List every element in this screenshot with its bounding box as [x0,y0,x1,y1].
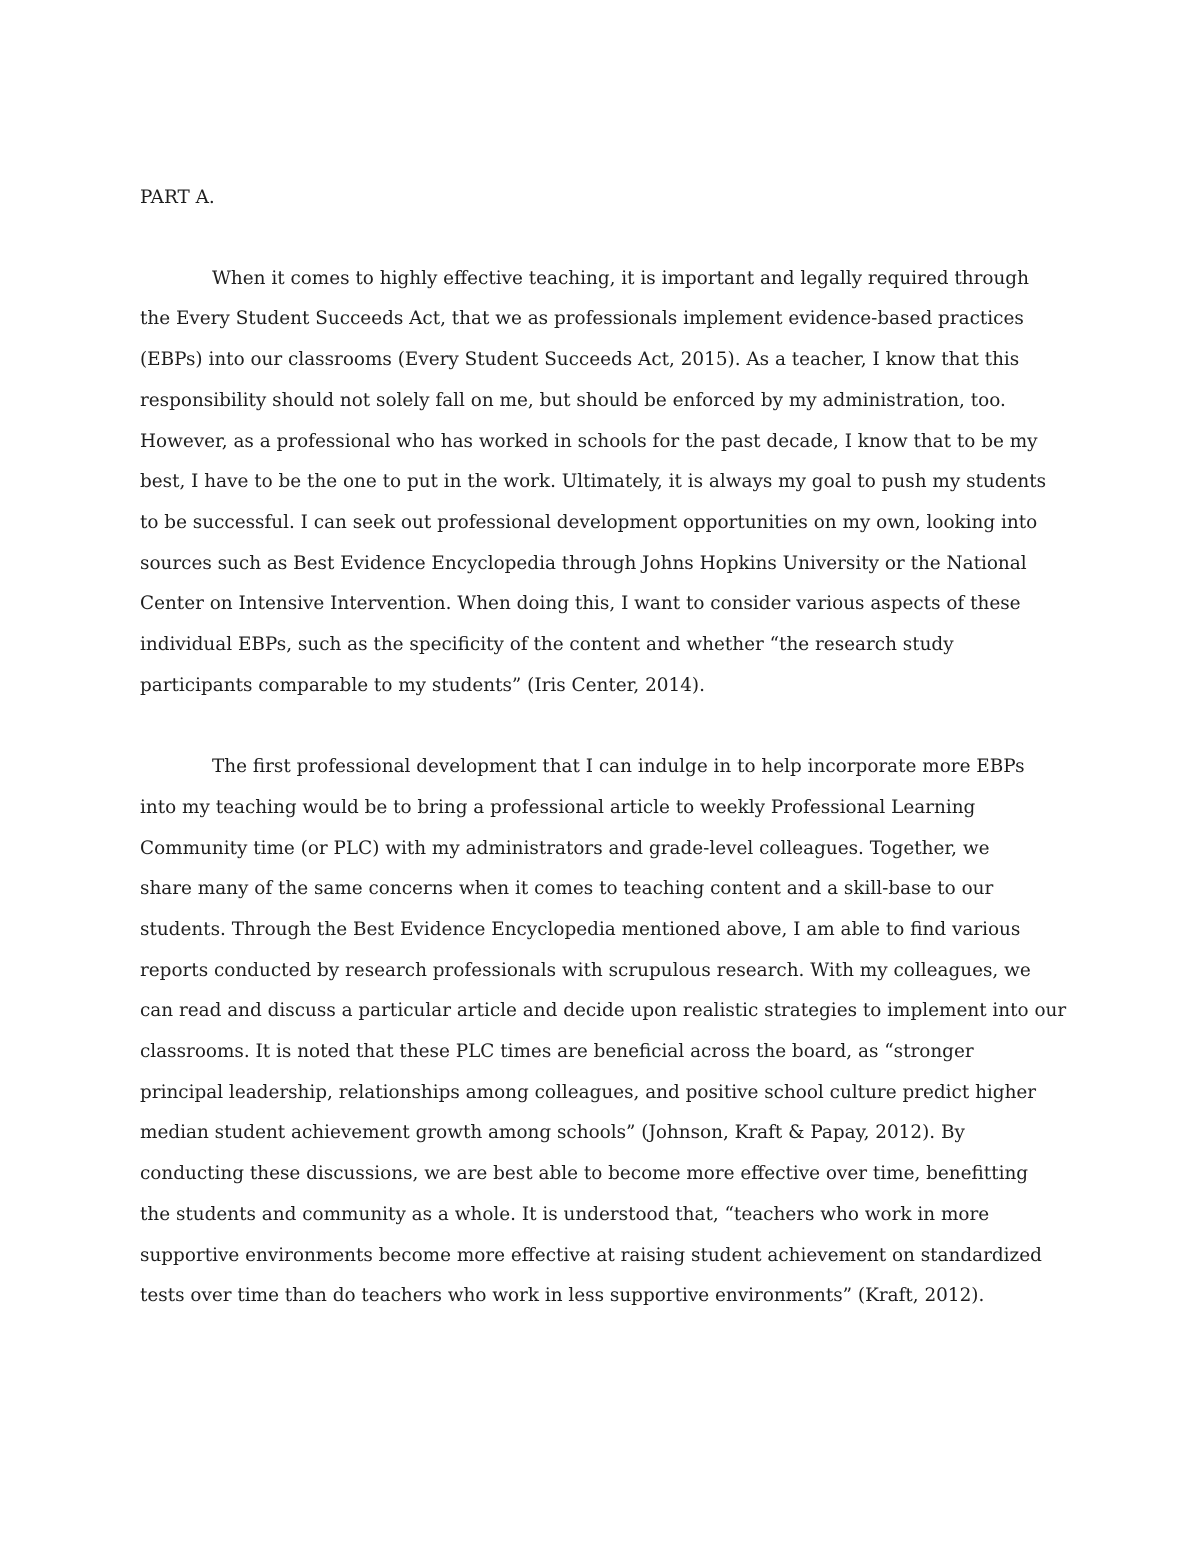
paragraphs-container [140,259,1067,1317]
text-line: to be successful. I can seek out professional development opportunities on my own, looking into [140,511,1038,533]
text-line: Community time (or PLC) with my administrators and grade-level colleagues. Together, we [140,837,990,859]
body-paragraph [140,747,1067,1317]
text-line: responsibility should not solely fall on me, but should be enforced by my administration, too. [140,389,1006,411]
text-line: However, as a professional who has worked in schools for the past decade, I know that to be my [140,430,1038,452]
text-line: individual EBPs, such as the specificity of the content and whether “the research study [140,634,954,656]
text-line: reports conducted by research professionals with scrupulous research. With my colleagues, we [140,959,1031,981]
text-line: sources such as Best Evidence Encyclopedia through Johns Hopkins University or the National [140,552,1027,574]
text-line: principal leadership, relationships among colleagues, and positive school culture predict higher [140,1081,1037,1103]
text-line: the students and community as a whole. It is understood that, “teachers who work in more [140,1203,990,1225]
document-body [140,178,1067,1317]
text-line: can read and discuss a particular article and decide upon realistic strategies to implement into our [140,1000,1067,1022]
body-paragraph [140,259,1060,707]
text-line: (EBPs) into our classrooms (Every Student Succeeds Act, 2015). As a teacher, I know that this [140,349,1020,371]
text-line: into my teaching would be to bring a professional article to weekly Professional Learning [140,796,976,818]
text-line: supportive environments become more effective at raising student achievement on standardized [140,1244,1042,1266]
text-line: When it comes to highly effective teaching, it is important and legally required through [212,267,1029,289]
text-line: The first professional development that I can indulge in to help incorporate more EBPs [212,756,1025,778]
section-heading: PART A. [140,187,215,208]
text-line: Center on Intensive Intervention. When doing this, I want to consider various aspects of these [140,593,1021,615]
text-line: participants comparable to my students” (Iris Center, 2014). [140,674,705,696]
text-line: tests over time than do teachers who work in less supportive environments” (Kraft, 2012). [140,1285,985,1307]
text-line: classrooms. It is noted that these PLC times are beneficial across the board, as “stronger [140,1041,974,1063]
text-line: conducting these discussions, we are best able to become more effective over time, benefitting [140,1163,1029,1185]
text-line: share many of the same concerns when it comes to teaching content and a skill-base to our [140,878,994,900]
text-line: students. Through the Best Evidence Encyclopedia mentioned above, I am able to find various [140,918,1021,940]
text-line: median student achievement growth among schools” (Johnson, Kraft & Papay, 2012). By [140,1122,965,1144]
text-line: best, I have to be the one to put in the work. Ultimately, it is always my goal to push my students [140,471,1047,493]
text-line: the Every Student Succeeds Act, that we as professionals implement evidence-based practices [140,308,1024,330]
